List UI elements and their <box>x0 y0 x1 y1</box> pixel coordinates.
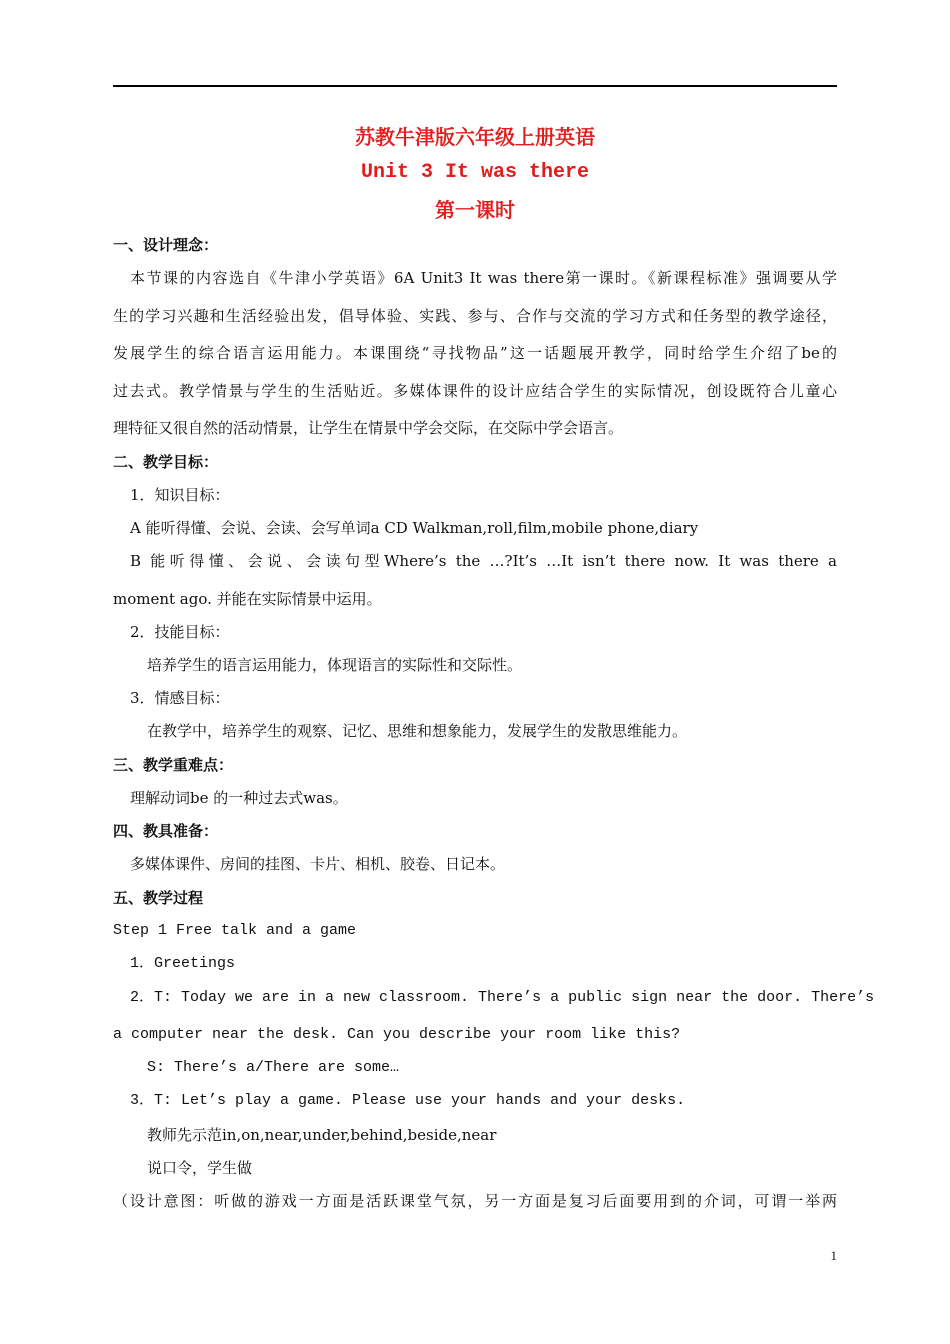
procedure-line: 教师先示范in,on,near,under,behind,beside,near <box>147 1126 497 1144</box>
knowledge-goal-b-cont: moment ago. 并能在实际情景中运用。 <box>113 590 382 608</box>
paragraph-line: 生的学习兴趣和生活经验出发，倡导体验、实践、参与、合作与交流的学习方式和任务型的教学途径， <box>113 307 837 325</box>
knowledge-goal-title: 1．知识目标： <box>130 486 230 504</box>
paragraph-line: 过去式。教学情景与学生的生活贴近。多媒体课件的设计应结合学生的实际情况，创设既符合儿童心 <box>113 382 837 400</box>
knowledge-goal-b: B 能听得懂、会说、会读句型Where’s the …?It’s …It isn’t there now. It was there a <box>130 552 837 570</box>
procedure-line: 1．Greetings <box>130 955 236 972</box>
materials-text: 多媒体课件、房间的挂图、卡片、相机、胶卷、日记本。 <box>130 855 506 873</box>
procedure-line: 说口令，学生做 <box>147 1159 253 1177</box>
header-rule <box>113 85 837 87</box>
skill-goal-text: 培养学生的语言运用能力，体现语言的实际性和交际性。 <box>147 656 523 674</box>
page-number: 1 <box>830 1248 837 1263</box>
section-heading-5: 五、教学过程 <box>113 889 204 907</box>
section-heading-1: 一、设计理念： <box>113 236 219 254</box>
procedure-line: 3．T: Let’s play a game. Please use your hands and your desks. <box>130 1092 686 1109</box>
procedure-line: a computer near the desk. Can you describe your room like this? <box>113 1026 681 1043</box>
design-note: （设计意图：听做的游戏一方面是活跃课堂气氛，另一方面是复习后面要用到的介词，可谓一举两 <box>113 1192 837 1210</box>
doc-title: 苏教牛津版六年级上册英语 <box>355 125 595 149</box>
doc-lesson: 第一课时 <box>435 198 515 222</box>
paragraph-line: 发展学生的综合语言运用能力。本课围绕“寻找物品”这一话题展开教学，同时给学生介绍了be的 <box>113 344 837 362</box>
paragraph-line: 本节课的内容选自《牛津小学英语》6A Unit3 It was there第一课时。《新课程标准》强调要从学 <box>130 269 837 287</box>
knowledge-goal-a: A 能听得懂、会说、会读、会写单词a CD Walkman,roll,film,mobile phone,diary <box>130 519 699 537</box>
step-title: Step 1 Free talk and a game <box>113 922 357 939</box>
skill-goal-title: 2．技能目标： <box>130 623 230 641</box>
emotion-goal-text: 在教学中，培养学生的观察、记忆、思维和想象能力，发展学生的发散思维能力。 <box>147 722 688 740</box>
section-heading-4: 四、教具准备： <box>113 822 219 840</box>
key-points-text: 理解动词be 的一种过去式was。 <box>130 789 348 807</box>
doc-subtitle: Unit 3 It was there <box>360 161 590 184</box>
paragraph-line: 理特征又很自然的活动情景，让学生在情景中学会交际，在交际中学会语言。 <box>113 419 624 437</box>
section-heading-2: 二、教学目标： <box>113 453 219 471</box>
section-heading-3: 三、教学重难点： <box>113 756 234 774</box>
procedure-line: S: There’s a/There are some… <box>147 1059 400 1076</box>
emotion-goal-title: 3．情感目标： <box>130 689 230 707</box>
procedure-line: 2．T: Today we are in a new classroom. There’s a public sign near the door. There’s <box>130 989 875 1006</box>
